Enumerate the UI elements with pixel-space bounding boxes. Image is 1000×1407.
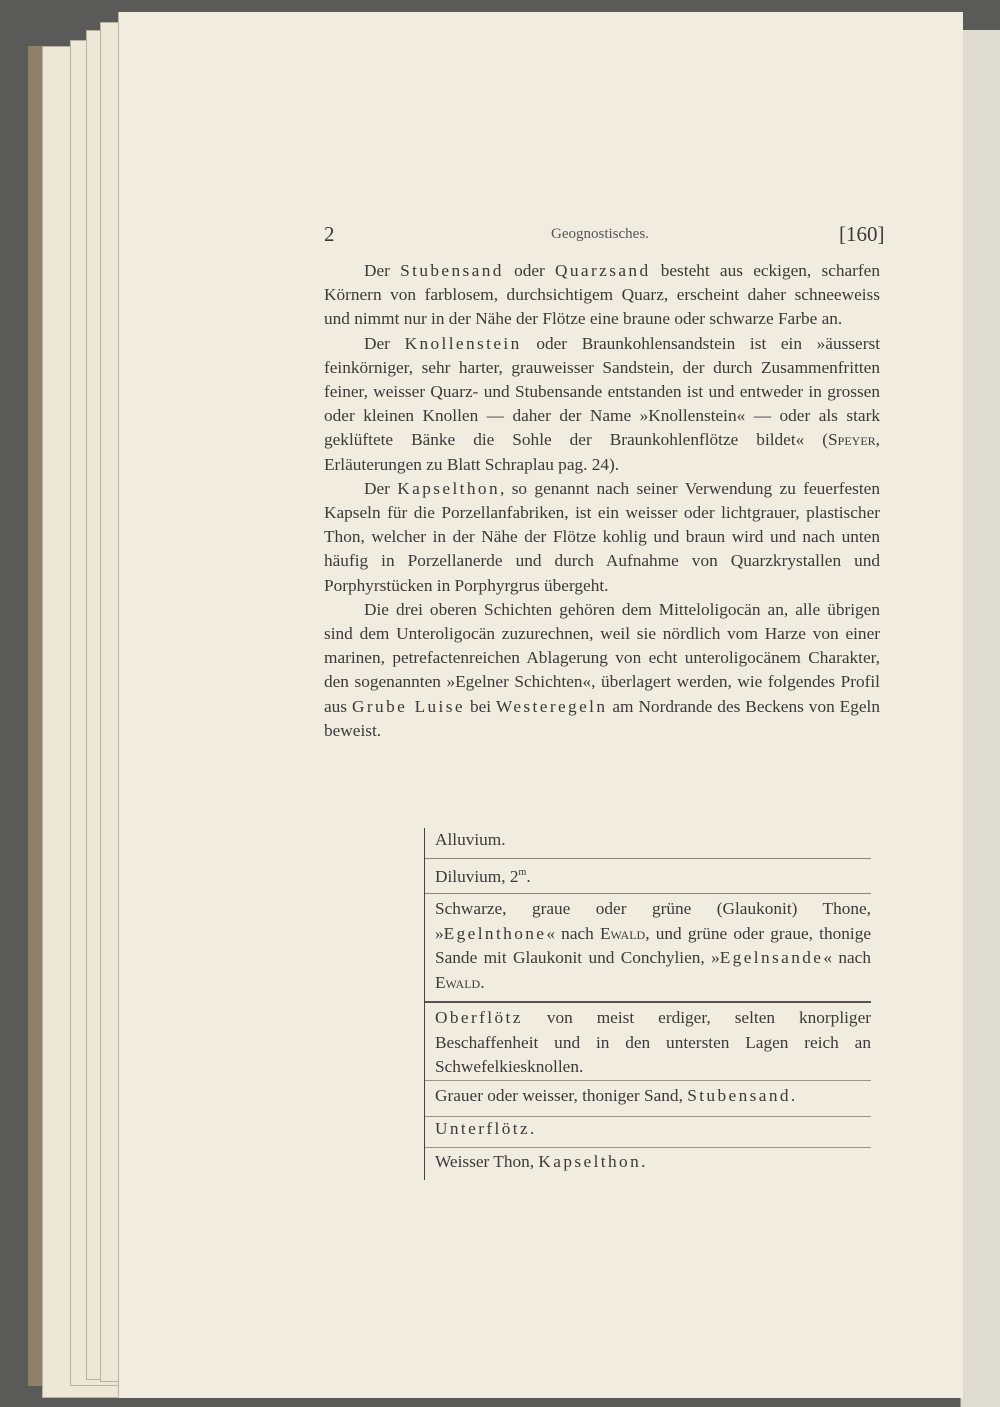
- profile-layer-alluvium: [425, 828, 871, 858]
- term-westeregeln: Westeregeln: [496, 696, 608, 716]
- paragraph-stubensand: Der Stubensand oder Quarzsand besteht aus eckigen, scharfen Körnern von farblosem, durchsichtigem Quarz, erscheint daher schneeweiss und nimmt nur in der Nähe der Flötze eine braune oder schwarze Farbe an.: [324, 261, 880, 329]
- body-text: [324, 259, 880, 743]
- layer-label: Diluvium, 2: [435, 866, 519, 886]
- running-title: Geognostisches.: [551, 226, 649, 242]
- term-stubensand: Stubensand: [687, 1086, 791, 1105]
- term-kapselthon: Kapselthon: [538, 1152, 642, 1171]
- text-fragment: oder: [514, 261, 545, 280]
- book-page: [118, 12, 963, 1398]
- text-fragment: .: [790, 1086, 796, 1105]
- term-kapselthon: Kapselthon: [397, 478, 500, 498]
- text-fragment: « nach: [546, 923, 600, 943]
- page-number: 2: [324, 222, 335, 246]
- page-header: [119, 220, 963, 250]
- term-egelnthone: Egelnthone: [443, 923, 547, 943]
- geological-profile: [424, 828, 871, 1180]
- unit-superscript: m: [518, 867, 527, 878]
- paragraph-kapselthon: Der Kapselthon, so genannt nach seiner Verwendung zu feuerfesten Kapseln für die Porzellanfabriken, ist ein weisser oder lichtgrauer, plastischer Thon, welcher in der Nähe der Flötze kohlig und braun wird und nach unten häufig in Porzellanerde und durch Aufnahme von Quarzkrystallen und Porphyrstücken in Porphyrgrus übergeht.: [324, 478, 880, 595]
- text-fragment: .: [480, 972, 485, 992]
- text-fragment: von meist erdiger, selten knorpliger Beschaffenheit und in den untersten Lagen reich an Schwefelkiesknollen.: [435, 1008, 871, 1076]
- text-fragment: , so genannt nach seiner Verwendung zu feuerfesten Kapseln für die Porzellanfabriken, ist ein weisser oder lichtgrauer, plastischer Thon, welcher in der Nähe der Flötze kohlig und braun wird und nach unten häufig in Porzellanerde und durch Aufnahme von Quarzkrystallen und Porphyrstücken in Porphyrgrus übergeht.: [324, 478, 880, 595]
- text-fragment: .: [526, 866, 531, 886]
- text-fragment: « nach: [823, 948, 871, 967]
- term-unterfloetz: Unterflötz: [435, 1119, 531, 1138]
- text-fragment: , Erläuterungen zu Blatt Schraplau pag. 24).: [324, 430, 880, 474]
- text-fragment: bei: [469, 696, 492, 716]
- text-fragment: , und grüne oder graue, thonige Sande mit Glaukonit und Conchylien, »: [435, 923, 872, 967]
- term-quarzsand: Quarzsand: [555, 261, 651, 280]
- text-fragment: Die drei oberen Schichten gehören dem Mitteloligocän an, alle übrigen sind dem Unteroligocän zuzurechnen, weil sie nördlich vom Harze von einer marinen, petrefactenreichen Ablagerung von echt unteroligocänem Charakter, den sogenannten »Egelner Schichten«, überlagert werden, wie folgendes Profil aus: [324, 599, 880, 716]
- author-name: Ewald: [435, 972, 481, 992]
- text-fragment: Grauer oder weisser, thoniger Sand,: [435, 1086, 688, 1105]
- text-fragment: oder Braunkohlensandstein ist ein »äusserst feinkörniger, sehr harter, grauweisser Sandstein, der durch Zusammenfritten feiner, weisser Quarz- und Stubensande entstanden ist und entweder in grossen oder kleinen Knollen — daher der Name »Knollenstein« — oder als stark geklüftete Bänke die Sohle der Braunkohlenflötze bildet« (: [324, 333, 880, 450]
- text-fragment: besteht aus eckigen, scharfen Körnern von farblosem, durchsichtigem Quarz, erscheint daher schneeweiss und nimmt nur in der Nähe der Flötze eine braune oder schwarze Farbe an.: [324, 261, 880, 329]
- profile-layer-kapselthon: [425, 1147, 871, 1180]
- term-oberfloetz: Oberflötz: [435, 1008, 523, 1027]
- text-fragment: am Nordrande des Beckens von Egeln beweist.: [324, 696, 880, 740]
- profile-layer-stubensand: [425, 1080, 871, 1116]
- facing-page-edge: [960, 30, 1000, 1407]
- text-fragment: .: [641, 1152, 646, 1171]
- term-egelnsande: Egelnsande: [719, 948, 824, 967]
- bracket-page-number: [160]: [839, 222, 885, 246]
- text-fragment: Schwarze, graue oder grüne (Glaukonit) Thone, »: [435, 899, 871, 943]
- profile-layer-egelnthone: [425, 893, 871, 1001]
- author-name: Speyer: [828, 430, 876, 450]
- profile-layer-diluvium: [425, 858, 871, 893]
- profile-layer-oberfloetz: [425, 1001, 871, 1080]
- paragraph-knollenstein: Der Knollenstein oder Braunkohlensandstein ist ein »äusserst feinkörniger, sehr harter, grauweisser Sandstein, der durch Zusammenfritten feiner, weisser Quarz- und Stubensande entstanden ist und entweder in grossen oder kleinen Knollen — daher der Name »Knollenstein« — oder als stark geklüftete Bänke die Sohle der Braunkohlenflötze bildet« (Speyer, Erläuterungen zu Blatt Schraplau pag. 24).: [324, 333, 880, 474]
- text-fragment: Weisser Thon,: [435, 1152, 539, 1171]
- layer-label: Alluvium.: [435, 830, 506, 849]
- term-knollenstein: Knollenstein: [404, 333, 522, 353]
- term-grube-luise: Grube Luise: [352, 696, 465, 716]
- term-stubensand: Stubensand: [400, 261, 504, 280]
- paragraph-oligocaen: [324, 598, 880, 743]
- author-name: Ewald: [600, 923, 646, 943]
- text-fragment: .: [530, 1119, 535, 1138]
- profile-layer-unterfloetz: [425, 1116, 871, 1147]
